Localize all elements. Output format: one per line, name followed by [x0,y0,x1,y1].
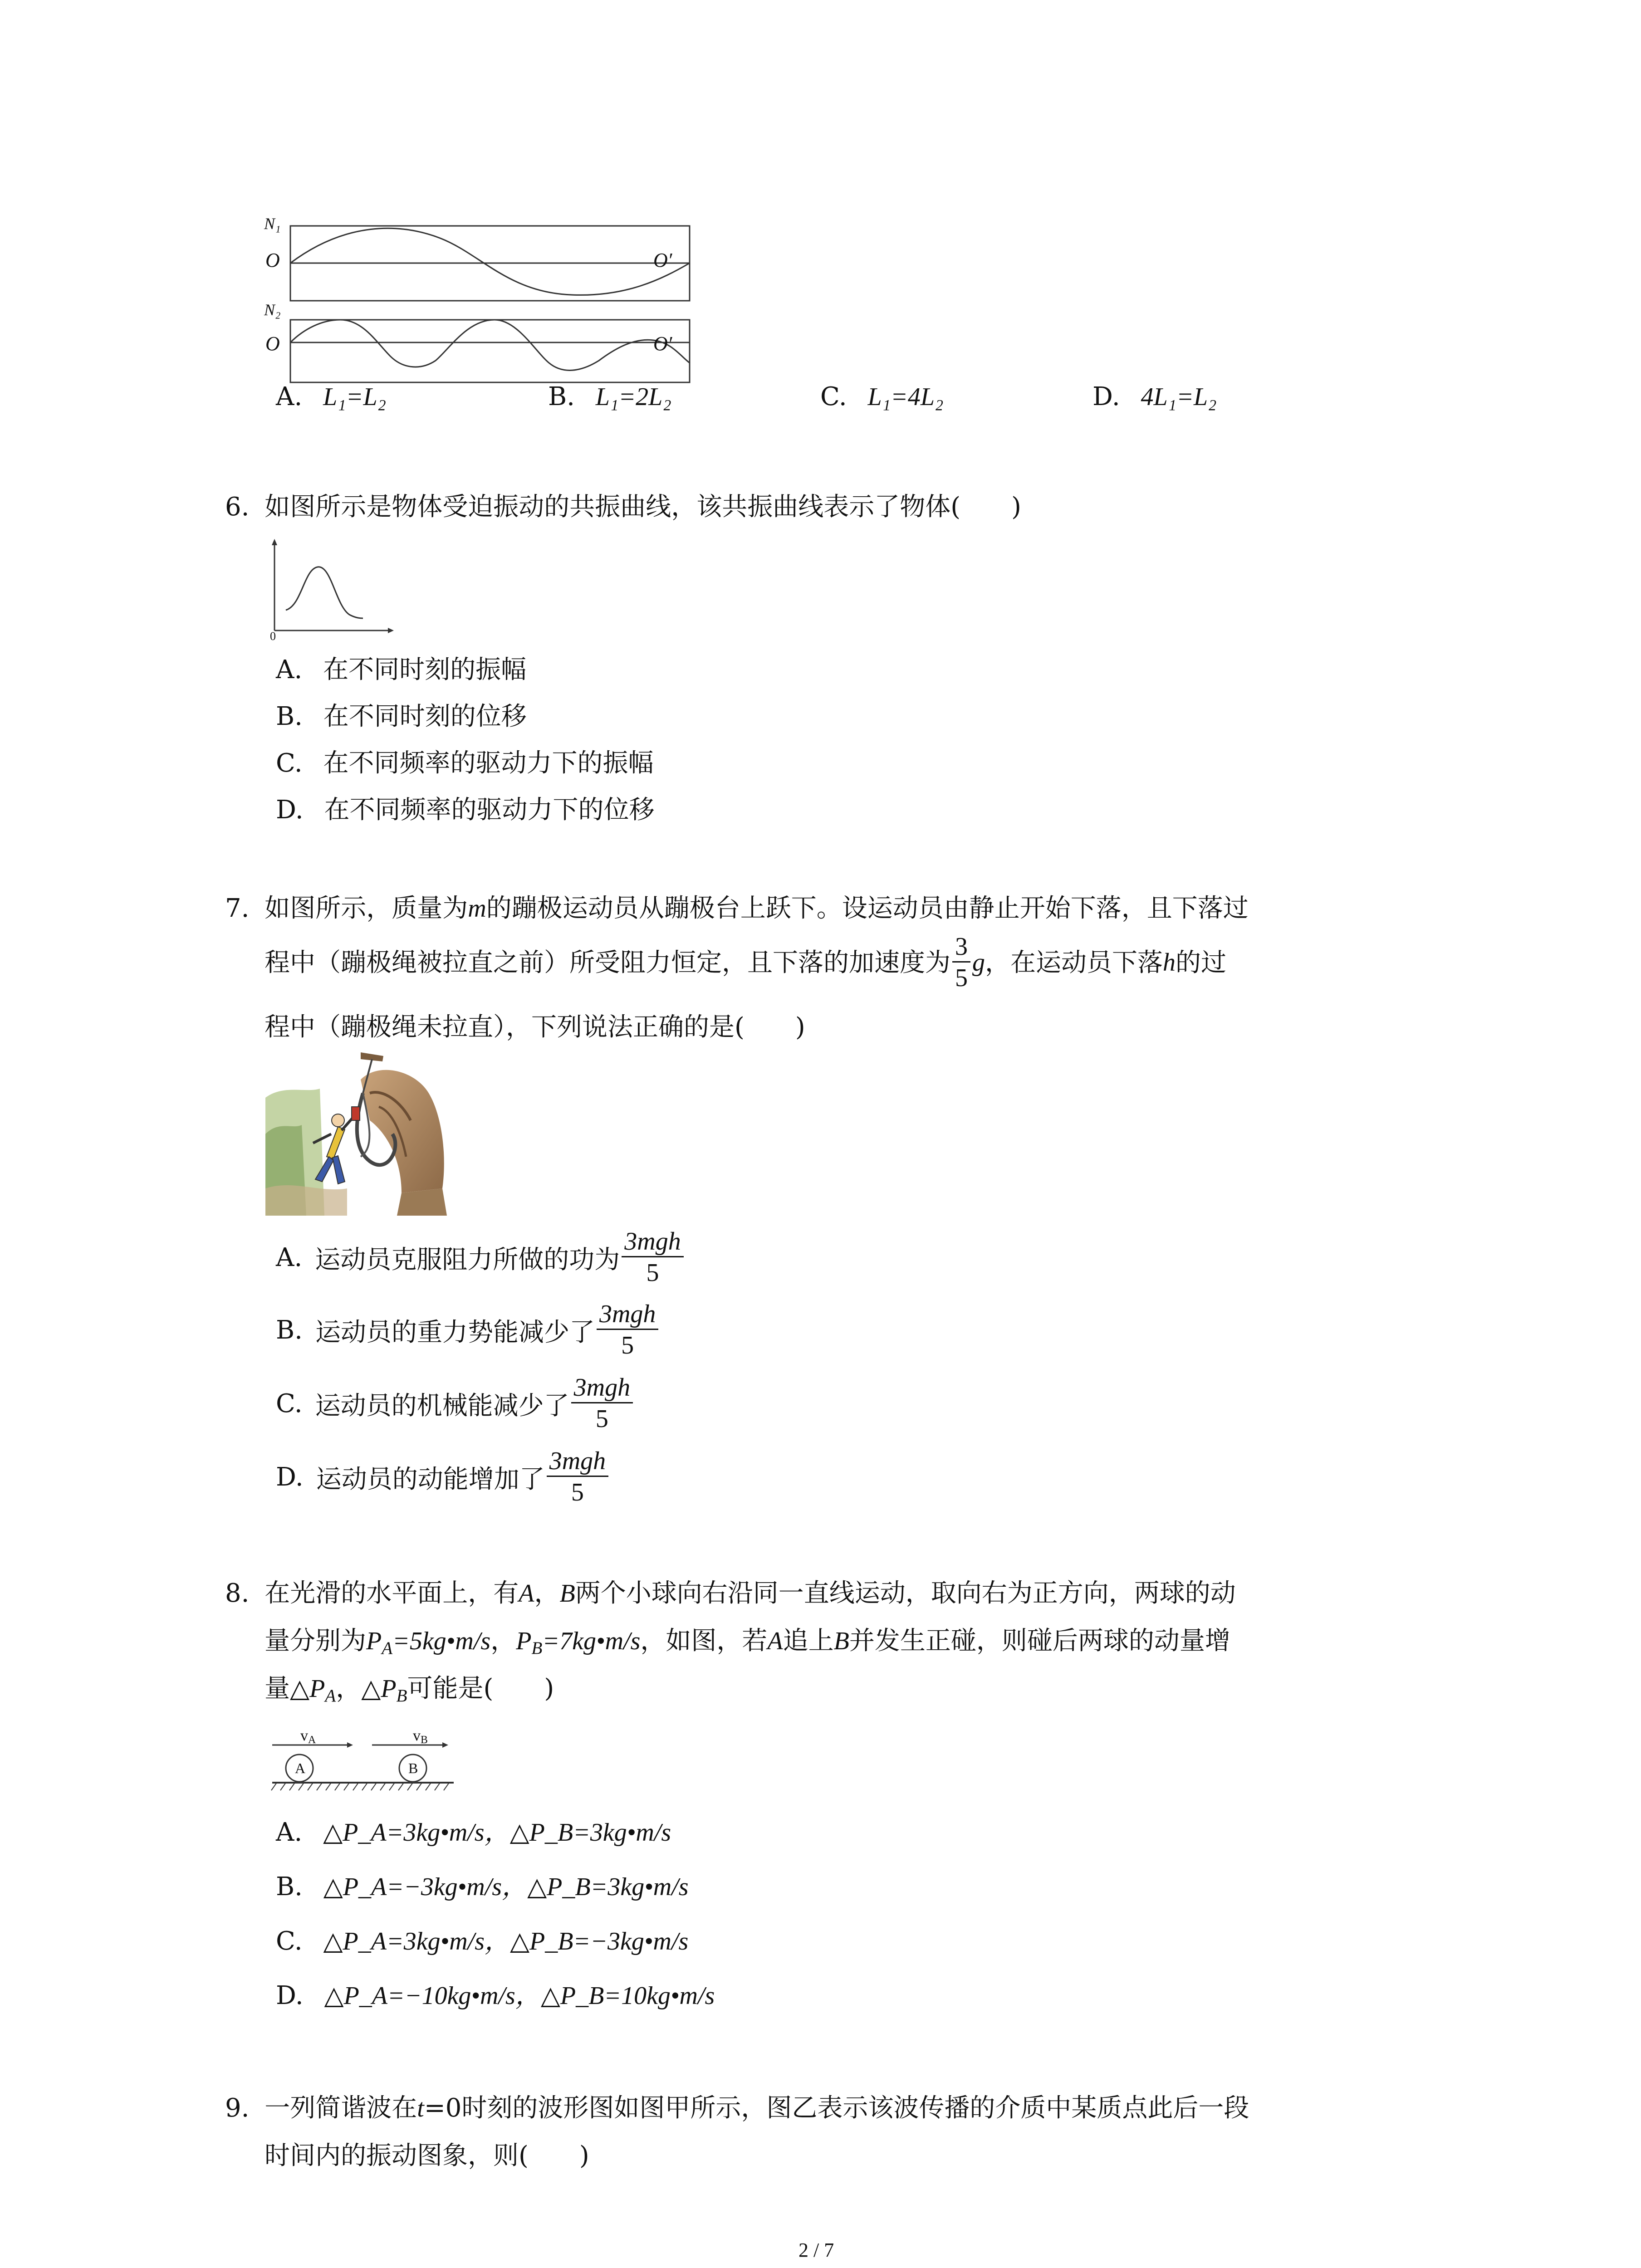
var-t: t [417,2094,424,2122]
q8-stem-line2 [265,1628,1230,1657]
subscript-A: A [308,1734,316,1746]
option-label: B. [548,382,575,411]
fraction-numerator: 3mgh [547,1448,608,1477]
momentum-value: =5kg•m/s [392,1627,491,1655]
question-number: 6. [225,492,250,522]
stem-text: 时间内的振动图象，则( ) [265,2141,589,2170]
fraction-numerator: 3mgh [571,1374,633,1403]
stem-text: ， [534,1579,560,1608]
var-A: A [519,1579,534,1608]
q5-option-d [1092,382,1217,411]
option-label: C. [276,1926,303,1956]
fraction-numerator: 3mgh [597,1301,658,1330]
stem-text: 并发生正碰，则碰后两球的动量增 [849,1626,1230,1656]
fraction-3mgh-5 [597,1301,658,1359]
var-h: h [1163,948,1176,977]
fraction-denominator: 5 [621,1331,634,1359]
q8-option-a [276,1812,671,1848]
q6-option-c [276,743,653,779]
option-text: 运动员的机械能减少了 [315,1391,569,1421]
fraction-numerator: 3 [952,934,970,963]
question-number: 8. [225,1579,250,1608]
q6-option-d [276,790,655,826]
stem-text: ， [490,1626,516,1656]
option-label: B. [276,1872,303,1901]
option-label: D. [276,1462,304,1492]
option-label: C. [276,1389,303,1419]
q5-label-o-lower: O [265,332,280,355]
q6-resonance-figure [268,538,395,642]
q6-option-b [276,696,527,733]
option-label: A. [276,382,303,411]
option-text: L₁=4L₂ [867,383,944,411]
option-text: 在不同频率的驱动力下的振幅 [323,748,654,778]
fraction-denominator: 5 [955,963,968,992]
option-text: 在不同频率的驱动力下的位移 [324,795,655,825]
page-number: 2 / 7 [798,2239,834,2261]
q6-stem [225,494,1021,520]
option-label: A. [276,1243,303,1273]
fraction-3-5 [952,934,970,992]
var-P: P [516,1627,532,1655]
q5-option-c [820,382,943,411]
q8-stem-line1 [225,1581,1236,1606]
q5-lower-panel [290,320,690,382]
option-text: 在不同时刻的位移 [323,702,527,731]
q7-stem-line3 [265,1012,805,1042]
fraction-3mgh-5 [547,1448,608,1506]
q7-option-d [276,1448,610,1506]
question-number: 7. [225,894,250,923]
q5-upper-panel [290,226,690,301]
var-B: B [833,1627,849,1655]
stem-text: 如图所示，质量为 [265,894,468,923]
q8-collision-figure [268,1721,458,1794]
var-P: P [309,1675,325,1703]
option-label: D. [1092,382,1120,411]
var-g: g [972,948,985,977]
question-number: 9. [225,2093,250,2123]
stem-text: 程中（蹦极绳被拉直之前）所受阻力恒定，且下落的加速度为 [265,948,950,978]
fraction-denominator: 5 [646,1258,659,1287]
stem-text: 两个小球向右沿同一直线运动，取向右为正方向，两球的动 [575,1579,1236,1608]
q5-label-n2: N₂ [264,301,281,319]
q8-stem-line3 [265,1676,554,1705]
option-label: C. [276,748,303,778]
subscript-A: A [325,1686,336,1706]
q7-bungee-illustration [265,1043,456,1216]
var-v: v [413,1727,421,1744]
option-text: △P_A=3kg•m/s，△P_B=3kg•m/s [323,1818,671,1847]
q9-stem-line2 [265,2143,589,2169]
q8-velocity-a-label [300,1727,316,1746]
q6-origin-label: 0 [270,630,276,643]
option-text: 在不同时刻的振幅 [323,655,527,684]
q7-stem-line2 [265,934,1226,992]
q5-label-o-prime-lower: O′ [653,332,672,355]
fraction-3mgh-5 [571,1374,633,1433]
q7-option-c [276,1374,635,1433]
subscript-B: B [396,1686,407,1706]
momentum-value: =7kg•m/s [542,1627,641,1655]
fraction-3mgh-5 [622,1228,683,1287]
stem-text: 程中（蹦极绳未拉直），下列说法正确的是( ) [265,1012,805,1042]
option-text: 运动员克服阻力所做的功为 [315,1245,620,1275]
var-m: m [468,894,486,923]
q5-option-a [276,382,386,411]
option-text: △P_A=−3kg•m/s，△P_B=3kg•m/s [323,1873,689,1901]
option-text: 运动员的动能增加了 [316,1464,545,1494]
subscript-B: B [531,1638,543,1658]
subscript-A: A [382,1638,393,1658]
q9-stem-line1 [225,2093,1249,2123]
q6-option-a [276,650,526,686]
var-P: P [381,1675,397,1703]
q8-velocity-b-label [413,1727,428,1746]
var-B: B [559,1579,575,1608]
option-text: △P_A=−10kg•m/s，△P_B=10kg•m/s [324,1982,715,2010]
fraction-denominator: 5 [571,1478,584,1506]
stem-text: 可能是( ) [407,1674,554,1703]
q7-option-b [276,1301,660,1359]
option-label: A. [276,655,303,684]
var-P: P [366,1627,382,1655]
q5-label-n1: N₁ [264,215,281,233]
option-text: 4L₁=L₂ [1141,383,1217,411]
option-label: C. [820,382,847,411]
stem-text: 的蹦极运动员从蹦极台上跃下。设运动员由静止开始下落，且下落过 [486,894,1249,923]
q5-option-b [548,382,671,411]
stem-text: ，△ [336,1674,381,1703]
option-label: A. [276,1818,303,1847]
question-text: 如图所示是物体受迫振动的共振曲线，该共振曲线表示了物体( ) [265,492,1021,522]
option-text: L₁=L₂ [323,383,387,411]
var-A: A [767,1627,783,1655]
q7-option-a [276,1228,686,1287]
q8-ball-b-label: B [408,1760,418,1776]
stem-text: 追上 [783,1626,834,1656]
option-text: L₁=2L₂ [595,383,671,411]
stem-text: 量分别为 [265,1626,366,1656]
option-text: 运动员的重力势能减少了 [315,1317,595,1347]
q5-label-o-upper: O [265,249,280,271]
stem-text: =0时刻的波形图如图甲所示，图乙表示该波传播的介质中某质点此后一段 [424,2093,1249,2123]
option-label: D. [276,795,304,825]
option-label: B. [276,1315,303,1345]
stem-text: 在光滑的水平面上，有 [265,1579,519,1608]
q7-stem-line1 [225,896,1249,921]
q5-figure [254,206,708,383]
fraction-denominator: 5 [595,1404,608,1433]
stem-text: ，在运动员下落 [985,948,1163,978]
var-v: v [300,1727,308,1744]
q8-option-d [276,1975,715,2012]
q8-option-c [276,1921,688,1957]
option-text: △P_A=3kg•m/s，△P_B=−3kg•m/s [323,1927,689,1955]
subscript-B: B [421,1734,428,1746]
q8-ball-a-label: A [295,1760,306,1776]
fraction-numerator: 3mgh [622,1228,683,1257]
q8-option-b [276,1867,689,1903]
option-label: B. [276,702,303,731]
stem-text: 一列简谐波在 [265,2093,417,2123]
stem-text: 量△ [265,1674,310,1703]
q5-label-o-prime-upper: O′ [653,249,672,271]
stem-text: ，如图，若 [640,1626,768,1656]
stem-text: 的过 [1176,948,1226,978]
option-label: D. [276,1981,304,2010]
